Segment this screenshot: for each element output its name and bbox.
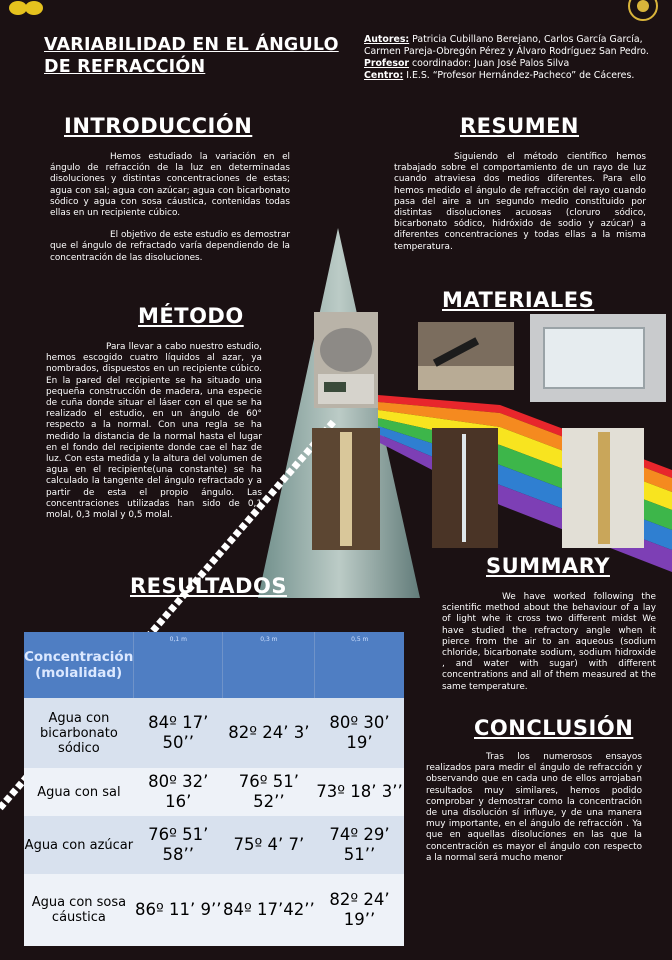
introduccion-paragraph-1: Hemos estudiado la variación en el ángulo de refracción de la luz en determinadas disoluciones y distintas concentraciones de estas; agua con sal; agua con azúcar; agua con bicarbonato sódico y agua con sosa cáustica, contenidas todas ellas en un recipiente cúbico.	[50, 152, 290, 219]
table-cell: 82º 24’ 19’’	[315, 874, 404, 946]
center-text: I.E.S. “Profesor Hernández-Pacheco” de Cáceres.	[403, 70, 635, 81]
poster-title: VARIABILIDAD EN EL ÁNGULO DE REFRACCIÓN	[44, 35, 339, 77]
table-cell: 80º 32’ 16’	[134, 768, 223, 816]
metodo-heading: MÉTODO	[138, 304, 244, 328]
results-header-row	[24, 632, 404, 698]
photo-laser-pointer	[418, 322, 514, 390]
header-concentracion: Concentración (molalidad)	[24, 632, 134, 698]
photo-measuring-tube	[562, 428, 644, 548]
photo-thermometer	[432, 428, 498, 548]
header-0-1m: 0,1 m	[134, 632, 223, 698]
table-cell: 76º 51’ 58’’	[134, 816, 223, 874]
header-0-5m: 0,5 m	[315, 632, 404, 698]
school-seal-right	[620, 0, 666, 22]
materiales-heading: MATERIALES	[442, 288, 595, 312]
photo-balance-scale	[314, 312, 378, 408]
resultados-heading: RESULTADOS	[130, 574, 287, 598]
header-0-3m: 0,3 m	[223, 632, 315, 698]
table-row	[24, 698, 404, 768]
row-label-bicarbonato: Agua con bicarbonato sódico	[24, 698, 134, 768]
table-cell: 86º 11’ 9’’	[134, 874, 223, 946]
school-logo-left	[6, 0, 46, 16]
table-row	[24, 874, 404, 946]
table-row	[24, 816, 404, 874]
authors-text: Patricia Cubillano Berejano, Carlos García García, Carmen Pareja-Obregón Pérez y Álvaro Rodríguez San Pedro.	[364, 34, 649, 57]
resumen-heading: RESUMEN	[460, 114, 580, 138]
metodo-body: Para llevar a cabo nuestro estudio, hemos escogido cuatro líquidos al azar, ya nombrados, dispuestos en un recipiente cúbico. En la pared del recipiente se ha situado una pequeña construcción de madera, una especie de cuña donde situar el láser con el que se ha realizado el estudio, en un ángulo de 60° respecto a la normal. Con una regla se ha medido la distancia de la normal hasta el lugar en el fondo del recipiente donde cae el haz de luz. Con esta medida y la altura del volumen de agua en el recipiente(una constante) se ha calculado la tangente del ángulo refractado y a partir de esta el propio ángulo. Las concentraciones utilizadas han sido de 0,1 molal, 0,3 molal y 0,5 molal.	[46, 342, 262, 521]
summary-heading: SUMMARY	[486, 554, 610, 578]
photo-glass-container	[530, 314, 666, 402]
resumen-body: Siguiendo el método científico hemos trabajado sobre el comportamiento de un rayo de luz cuando atraviesa dos medios diferentes. Para ello hemos medido el ángulo de refracción del rayo cuando pasa del aire a un segundo medio constituido por distintas disoluciones acuosas (cloruro sódico, bicarbonato sódico, hidróxido de sodio y azúcar) a diferentes concentraciones y todas ellas a la misma temperatura.	[394, 152, 646, 252]
table-cell: 84º 17’42’’	[223, 874, 315, 946]
photo-ruler	[312, 428, 380, 550]
teacher-text: coordinador: Juan José Palos Silva	[409, 58, 570, 69]
teacher-label: Profesor	[364, 58, 410, 69]
row-label-sosa: Agua con sosa cáustica	[24, 874, 134, 946]
introduccion-body	[50, 152, 290, 264]
authors-block	[364, 34, 664, 82]
table-cell: 74º 29’ 51’’	[315, 816, 404, 874]
row-label-azucar: Agua con azúcar	[24, 816, 134, 874]
center-label: Centro:	[364, 70, 404, 81]
table-cell: 76º 51’ 52’’	[223, 768, 315, 816]
row-label-sal: Agua con sal	[24, 768, 134, 816]
conclusion-body: Tras los numerosos ensayos realizados para medir el ángulo de refracción y observando que en cada uno de ellos arrojaban resultados muy similares, hemos podido comprobar y demostrar como la concentración de una disolución sí influye, y de una manera muy importante, en el ángulo de refracción . Ya que en aquellas disoluciones en las que la concentración es mayor el ángulo con respecto a la normal será mucho menor	[426, 752, 642, 863]
table-cell: 84º 17’ 50’’	[134, 698, 223, 768]
results-table	[24, 632, 404, 946]
table-row	[24, 768, 404, 816]
table-cell: 73º 18’ 3’’	[315, 768, 404, 816]
table-cell: 75º 4’ 7’	[223, 816, 315, 874]
table-cell: 80º 30’ 19’	[315, 698, 404, 768]
introduccion-heading: INTRODUCCIÓN	[64, 114, 253, 138]
summary-body: We have worked following the scientific method about the behaviour of a lay of light whe it cross two different midst We have studied the refractory angle when it pierce from the air to an aqueous (sodium chloride, bicarbonate sodium, sodium hidroxide , and water with sugar) with different concentrations and all of them measured at the same temperature.	[442, 592, 656, 692]
conclusion-heading: CONCLUSIÓN	[474, 716, 634, 740]
introduccion-paragraph-2: El objetivo de este estudio es demostrar que el ángulo de refractado varía dependiendo de la concentración de las disoluciones.	[50, 230, 290, 263]
authors-label: Autores:	[364, 34, 410, 45]
table-cell: 82º 24’ 3’	[223, 698, 315, 768]
